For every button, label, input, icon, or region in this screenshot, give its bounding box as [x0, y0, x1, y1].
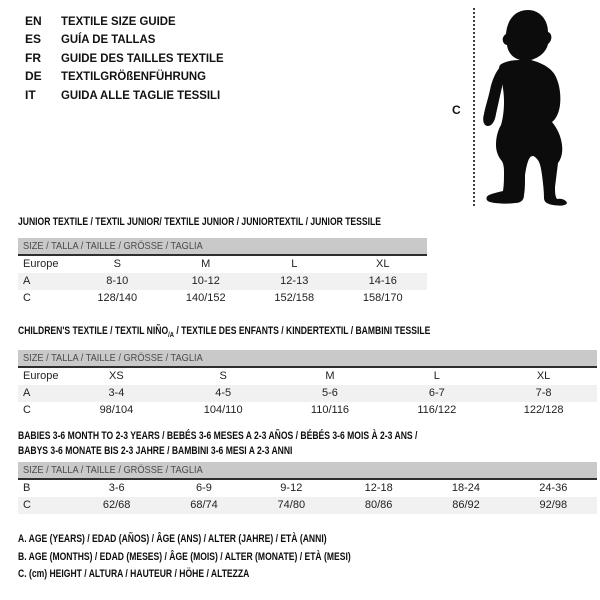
size-value-cell: S [113, 258, 121, 270]
size-value-cell: 6-7 [428, 387, 445, 400]
size-header-bar: SIZE / TALLA / TAILLE / GRÖSSE / TAGLIA [18, 238, 427, 256]
language-code: EN [25, 14, 42, 28]
table-row [18, 256, 427, 273]
size-value-cell: M [201, 258, 211, 270]
language-row [25, 86, 232, 104]
footnote-legend [18, 531, 445, 584]
size-value-cell: 9-12 [280, 482, 303, 494]
size-value-cell: 128/140 [97, 292, 138, 304]
size-value-cell: 92/98 [539, 499, 568, 511]
size-value-cell: M [325, 370, 335, 383]
size-value-cell: XL [376, 258, 390, 270]
footnote: B. AGE (MONTHS) / EDAD (MESES) / ÂGE (MOIS) / ALTER (MONATE) / ETÀ (MESI) [18, 550, 351, 563]
row-label: A [23, 387, 31, 400]
table-row [18, 385, 597, 402]
size-value-cell: S [219, 370, 227, 383]
language-title: GUIDE DES TAILLES TEXTILE [61, 50, 224, 65]
size-value-cell: 116/122 [417, 404, 457, 417]
language-code: DE [25, 69, 42, 84]
baby-silhouette-icon [482, 8, 568, 206]
row-label: Europe [23, 370, 59, 383]
table-row [18, 368, 597, 385]
table-row [18, 497, 597, 514]
babies-size-table [18, 462, 597, 514]
size-value-cell: 6-9 [196, 482, 212, 494]
row-label: C [23, 292, 31, 304]
language-code: IT [25, 87, 36, 102]
language-code: FR [25, 50, 41, 65]
height-measure-label: C [452, 103, 461, 117]
size-value-cell: 4-5 [215, 387, 232, 400]
size-value-cell: 98/104 [99, 404, 134, 417]
table-row [18, 273, 427, 290]
height-measure-dotted-line [473, 8, 475, 206]
size-value-cell: 8-10 [106, 275, 129, 287]
table-row [18, 480, 597, 497]
size-value-cell: 122/128 [523, 404, 564, 417]
size-value-cell: 74/80 [277, 499, 306, 511]
language-row [25, 12, 232, 30]
language-title: TEXTILGRÖßENFÜHRUNG [61, 69, 207, 84]
size-value-cell: 7-8 [535, 387, 552, 400]
row-label: Europe [23, 258, 59, 270]
size-value-cell: 80/86 [364, 499, 393, 511]
table-title: BABIES 3-6 MONTH TO 2-3 YEARS / BEBÉS 3-6 MESES A 2-3 AÑOS / BÉBÉS 3-6 MOIS À 2-3 ANS / BABYS 3-6 MONATE BIS 2-3 JAHRE / BAMBINI 3-6 MESI A 2-3 ANNI [18, 430, 418, 457]
table-title: JUNIOR TEXTILE / TEXTIL JUNIOR/ TEXTILE JUNIOR / JUNIORTEXTIL / JUNIOR TESSILE [18, 216, 381, 228]
table-row [18, 402, 597, 419]
language-title: TEXTILE SIZE GUIDE [61, 14, 176, 28]
size-value-cell: 18-24 [451, 482, 481, 494]
size-value-cell: 140/152 [185, 292, 226, 304]
table-title: CHILDREN'S TEXTILE / TEXTIL $NIÑO_{/A}$ / TEXTILE DES ENFANTS / KINDERTEXTIL / BAMBINI TESSILE [18, 325, 431, 340]
size-value-cell: 104/110 [203, 404, 243, 417]
footnote: A. AGE (YEARS) / EDAD (AÑOS) / ÂGE (ANS) / ALTER (JAHRE) / ETÀ (ANNI) [18, 533, 327, 545]
size-value-cell: L [433, 370, 440, 383]
language-title: GUIDA ALLE TAGLIE TESSILI [61, 87, 221, 102]
row-label: A [23, 275, 31, 287]
size-value-cell: 86/92 [452, 499, 480, 511]
babies-textile-section [18, 429, 597, 514]
row-label: B [23, 482, 31, 494]
size-value-cell: XS [109, 370, 124, 383]
language-code: ES [25, 32, 42, 47]
size-value-cell: 62/68 [102, 499, 131, 511]
size-value-cell: L [291, 258, 298, 270]
size-value-cell: 3-4 [108, 387, 125, 400]
childrens-size-table [18, 350, 597, 419]
size-value-cell: 14-16 [368, 275, 397, 287]
junior-textile-section [18, 215, 427, 307]
size-value-cell: 12-13 [280, 275, 309, 287]
size-value-cell: 110/116 [310, 404, 350, 417]
language-title-list [25, 12, 232, 104]
size-value-cell: 24-36 [539, 482, 568, 494]
junior-size-table [18, 238, 427, 307]
size-header-bar: SIZE / TALLA / TAILLE / GRÖSSE / TAGLIA [18, 462, 597, 480]
subscript-a: /A [168, 330, 174, 340]
footnote: C. (cm) HEIGHT / ALTURA / HAUTEUR / HÖHE / ALTEZZA [18, 568, 250, 581]
size-value-cell: 158/170 [362, 292, 403, 304]
language-row [25, 49, 232, 67]
size-value-cell: 5-6 [322, 387, 338, 400]
size-value-cell: XL [536, 370, 551, 383]
size-value-cell: 152/158 [274, 292, 315, 304]
size-value-cell: 3-6 [108, 482, 125, 494]
size-value-cell: 10-12 [191, 275, 220, 287]
row-label: C [23, 404, 31, 417]
language-row [25, 30, 232, 48]
table-row [18, 290, 427, 307]
childrens-textile-section [18, 324, 597, 419]
size-value-cell: 12-18 [364, 482, 393, 494]
size-value-cell: 68/74 [190, 499, 218, 511]
row-label: C [23, 499, 31, 511]
size-header-bar: SIZE / TALLA / TAILLE / GRÖSSE / TAGLIA [18, 350, 597, 368]
language-row [25, 67, 232, 85]
language-title: GUÍA DE TALLAS [61, 32, 156, 47]
